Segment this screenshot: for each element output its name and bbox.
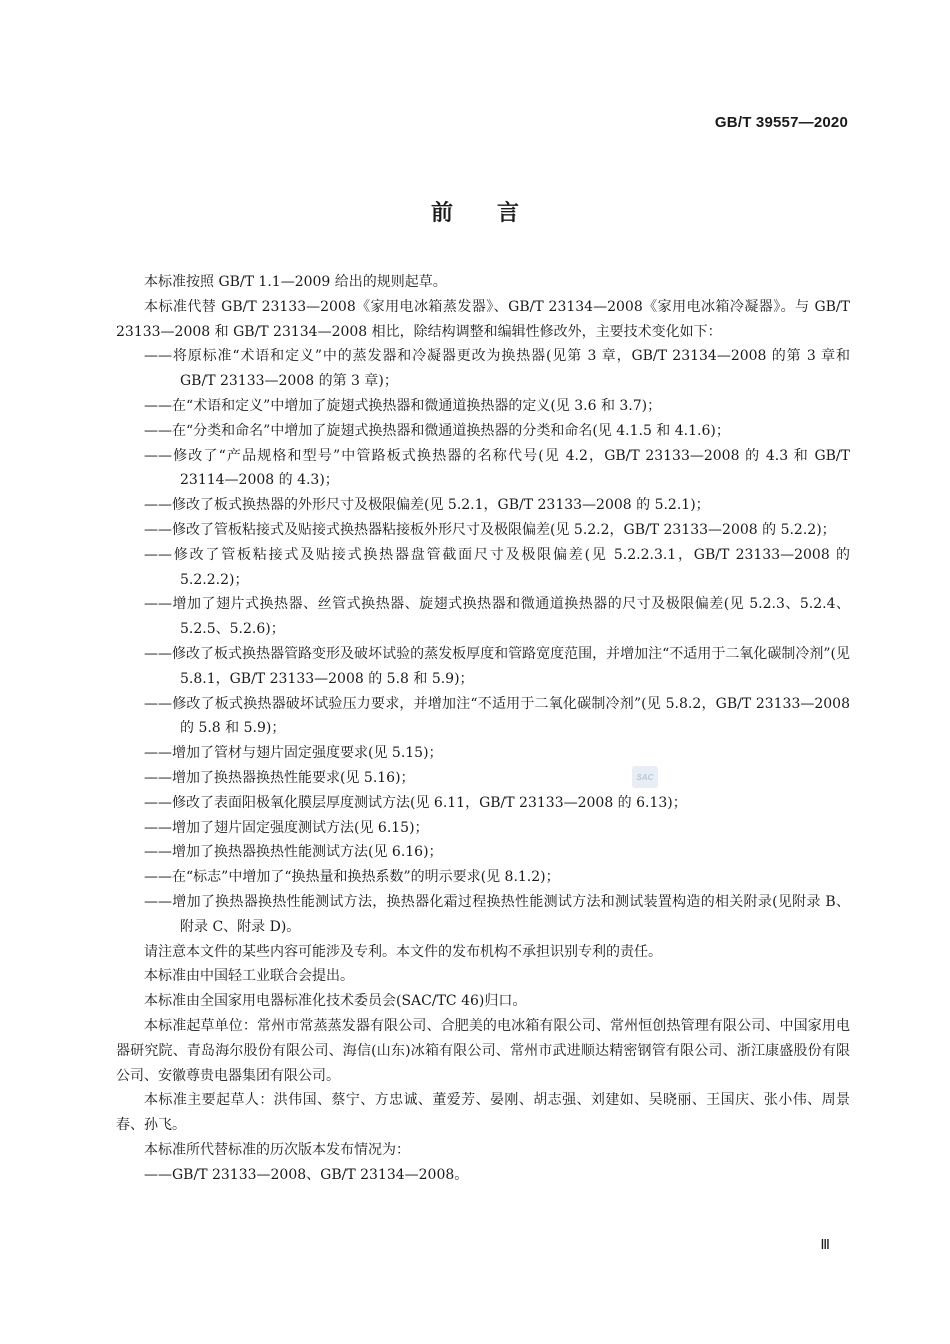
paragraph: 本标准代替 GB/T 23133—2008《家用电冰箱蒸发器》、GB/T 23134—2008《家用电冰箱冷凝器》。与 GB/T 23133—2008 和 GB/T 23134—2008 相比，除结构调整和编辑性修改外，主要技术变化如下：: [116, 298, 850, 340]
change-item: ——修改了板式换热器的外形尺寸及极限偏差(见 5.2.1，GB/T 23133—2008 的 5.2.1)；: [144, 497, 710, 514]
change-item: ——修改了板式换热器破坏试验压力要求，并增加注“不适用于二氧化碳制冷剂”(见 5.8.2，GB/T 23133—2008 的 5.8 和 5.9)；: [144, 695, 850, 737]
change-item: ——修改了管板粘接式及贴接式换热器盘管截面尺寸及极限偏差(见 5.2.2.3.1，GB/T 23133—2008 的 5.2.2.2)；: [144, 546, 850, 588]
change-item: ——增加了翅片固定强度测试方法(见 6.15)；: [144, 819, 429, 836]
change-item: ——增加了换热器换热性能测试方法(见 6.16)；: [144, 844, 443, 861]
change-item: ——增加了翅片式换热器、丝管式换热器、旋翅式换热器和微通道换热器的尺寸及极限偏差(见 5.2.3、5.2.4、5.2.5、5.2.6)；: [144, 596, 850, 638]
change-item: ——在“术语和定义”中增加了旋翅式换热器和微通道换热器的定义(见 3.6 和 3.7)；: [144, 397, 662, 414]
paragraph: 请注意本文件的某些内容可能涉及专利。本文件的发布机构不承担识别专利的责任。: [144, 943, 662, 960]
standard-code: GB/T 39557—2020: [714, 114, 848, 131]
change-item: ——在“标志”中增加了“换热量和换热系数”的明示要求(见 8.1.2)；: [144, 869, 560, 886]
paragraph: 本标准由全国家用电器标准化技术委员会(SAC/TC 46)归口。: [144, 993, 527, 1010]
paragraph: 本标准按照 GB/T 1.1—2009 给出的规则起草。: [144, 274, 447, 290]
paragraph: 本标准所代替标准的历次版本发布情况为：: [144, 1141, 410, 1158]
change-item: ——增加了换热器换热性能测试方法，换热器化霜过程换热性能测试方法和测试装置构造的相关附录(见附录 B、附录 C、附录 D)。: [144, 893, 850, 935]
page-title: 前言: [430, 201, 563, 226]
change-item: ——增加了换热器换热性能要求(见 5.16)；: [144, 769, 415, 786]
paragraph: 本标准起草单位：常州市常蒸蒸发器有限公司、合肥美的电冰箱有限公司、常州恒创热管理有限公司、中国家用电器研究院、青岛海尔股份有限公司、海信(山东)冰箱有限公司、常州市武进顺达精密钢管有限公司、浙江康盛股份有限公司、安徽尊贵电器集团有限公司。: [116, 1017, 850, 1084]
change-item: ——增加了管材与翅片固定强度要求(见 5.15)；: [144, 745, 443, 762]
history-item: ——GB/T 23133—2008、GB/T 23134—2008。: [144, 1166, 469, 1183]
change-item: ——修改了管板粘接式及贴接式换热器粘接板外形尺寸及极限偏差(见 5.2.2，GB/T 23133—2008 的 5.2.2)；: [144, 521, 836, 538]
paragraph: 本标准主要起草人：洪伟国、蔡宁、方忠诚、董爱芳、晏刚、胡志强、刘建如、吴晓丽、王国庆、张小伟、周景春、孙飞。: [116, 1092, 850, 1134]
change-item: ——在“分类和命名”中增加了旋翅式换热器和微通道换热器的分类和命名(见 4.1.5 和 4.1.6)；: [144, 422, 730, 439]
page-number: Ⅲ: [820, 1238, 830, 1253]
change-item: ——修改了“产品规格和型号”中管路板式换热器的名称代号(见 4.2，GB/T 23133—2008 的 4.3 和 GB/T 23114—2008 的 4.3)；: [144, 447, 850, 489]
document-body: [116, 270, 850, 1187]
change-item: ——将原标准“术语和定义”中的蒸发器和冷凝器更改为换热器(见第 3 章，GB/T 23134—2008 的第 3 章和 GB/T 23133—2008 的第 3 章)；: [144, 348, 850, 390]
change-item: ——修改了表面阳极氧化膜层厚度测试方法(见 6.11，GB/T 23133—2008 的 6.13)；: [144, 794, 687, 811]
sac-watermark-icon: SAC: [632, 766, 658, 788]
paragraph: 本标准由中国轻工业联合会提出。: [144, 968, 354, 985]
change-item: ——修改了板式换热器管路变形及破坏试验的蒸发板厚度和管路宽度范围，并增加注“不适用于二氧化碳制冷剂”(见 5.8.1，GB/T 23133—2008 的 5.8 和 5.9)；: [144, 645, 850, 687]
